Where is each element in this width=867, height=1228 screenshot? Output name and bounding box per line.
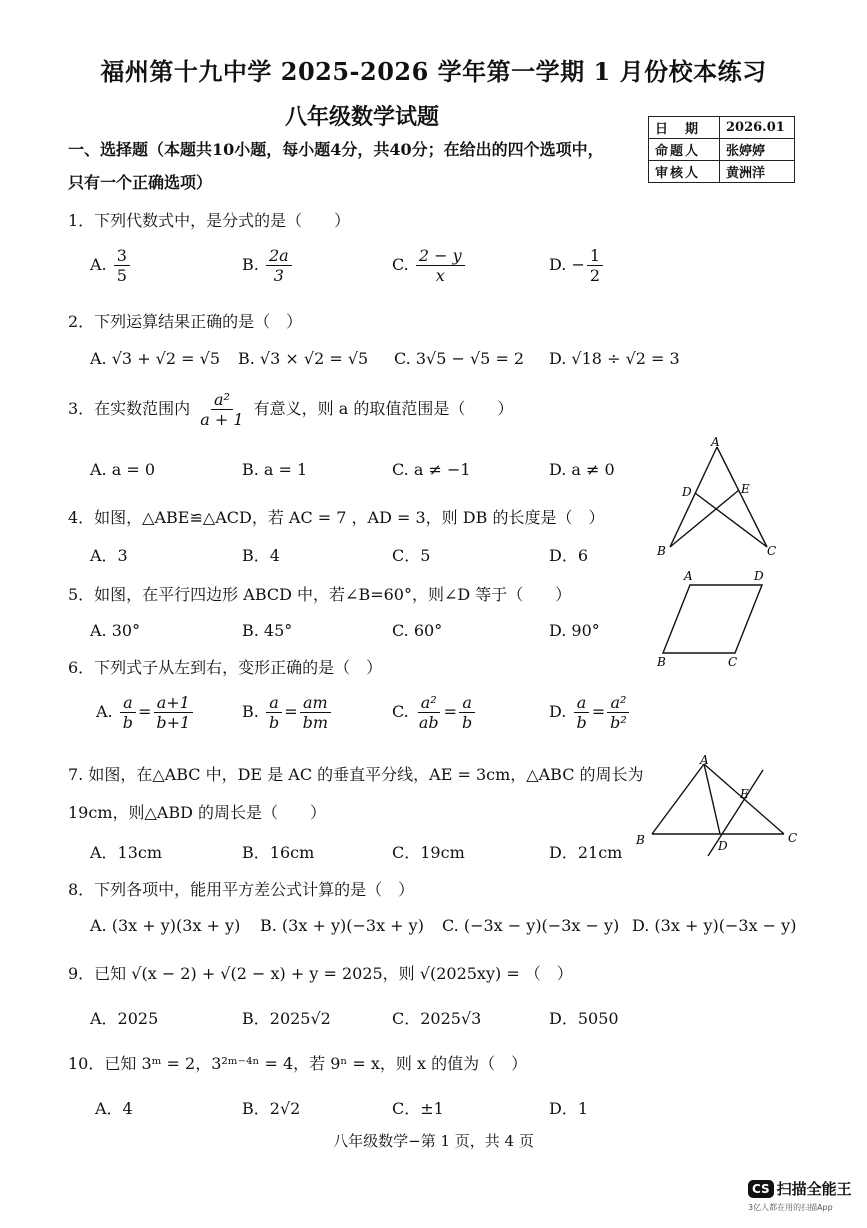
q1-option-d: D. − $\frac{1}{2}$ xyxy=(549,246,605,285)
q6-stem: 6．下列式子从左到右，变形正确的是（ ） xyxy=(68,658,383,677)
label-c: C xyxy=(767,544,777,558)
q1-option-b: B. $\frac{2a}{3}$ xyxy=(242,246,294,285)
q9-stem: 9．已知 √(x − 2) + √(2 − x) + y = 2025，则 √(2025xy) = （ ） xyxy=(68,964,573,983)
q2-option-b: B. √3 × √2 = √5 xyxy=(238,349,369,368)
q4-option-a: A．3 xyxy=(90,546,128,565)
watermark-tagline: 3亿人都在用的扫描App xyxy=(748,1203,833,1212)
q3-option-c: C. a ≠ −1 xyxy=(392,460,471,479)
q10-option-d: D．1 xyxy=(549,1099,589,1118)
scanner-watermark xyxy=(748,1178,852,1212)
figure-q4 xyxy=(655,435,785,560)
figure-q5 xyxy=(652,565,777,670)
q10-option-c: C．±1 xyxy=(392,1099,444,1118)
info-key: 命题人 xyxy=(649,139,720,161)
info-row-author xyxy=(649,139,795,161)
q6-option-a: A. $\frac{a}{b}$ = $\frac{a+1}{b+1}$ xyxy=(96,693,195,732)
info-row-reviewer xyxy=(649,161,795,183)
q9-option-a: A．2025 xyxy=(90,1009,159,1028)
label-e: E xyxy=(740,787,749,801)
q9-option-c: C．2025√3 xyxy=(392,1009,482,1028)
segment-ab xyxy=(670,447,717,547)
label-a: A xyxy=(684,569,693,583)
label-a: A xyxy=(711,435,720,449)
q6-option-d: D. $\frac{a}{b}$ = $\frac{\text{a²}}{\text{b²}}$ xyxy=(549,693,632,732)
q1-option-c: C. $\frac{2 - y}{x}$ xyxy=(392,246,467,285)
q5-option-c: C. 60° xyxy=(392,621,443,640)
q1-stem: 1．下列代数式中，是分式的是（ ） xyxy=(68,211,351,230)
watermark-name: 扫描全能王 xyxy=(776,1180,852,1198)
section-heading-line2: 只有一个正确选项） xyxy=(68,173,213,192)
label-a: A xyxy=(700,753,709,767)
q8-option-d: D. (3x + y)(−3x − y) xyxy=(632,916,797,935)
info-value: 张婷婷 xyxy=(720,139,795,161)
q2-option-a: A. √3 + √2 = √5 xyxy=(90,349,221,368)
q8-option-c: C. (−3x − y)(−3x − y) xyxy=(442,916,620,935)
q7-option-b: B．16cm xyxy=(242,843,315,862)
q3-stem: 3．在实数范围内 $\frac{\text{a²}}{a + 1}$ 有意义，则 a 的取值范围是（ ） xyxy=(68,390,514,430)
info-key: 审核人 xyxy=(649,161,720,183)
segment-cd xyxy=(695,493,767,547)
segment-ac xyxy=(717,447,767,547)
q7-option-c: C．19cm xyxy=(392,843,465,862)
label-b: B xyxy=(657,655,666,669)
parallelogram xyxy=(663,585,762,653)
perpendicular-bisector xyxy=(708,770,763,856)
q4-option-b: B．4 xyxy=(242,546,280,565)
q5-option-d: D. 90° xyxy=(549,621,600,640)
exam-subtitle: 八年级数学试题 xyxy=(285,104,440,130)
q3-option-a: A. a = 0 xyxy=(90,460,156,479)
q8-option-b: B. (3x + y)(−3x + y) xyxy=(260,916,424,935)
label-b: B xyxy=(657,544,666,558)
q7-stem-line2: 19cm，则△ABD 的周长是（ ） xyxy=(68,803,327,822)
q9-option-d: D．5050 xyxy=(549,1009,619,1028)
page-footer: 八年级数学−第 1 页，共 4 页 xyxy=(333,1132,534,1150)
label-d: D xyxy=(682,485,692,499)
q10-option-a: A．4 xyxy=(95,1099,133,1118)
info-table xyxy=(648,116,795,183)
q4-option-c: C．5 xyxy=(392,546,431,565)
q4-option-d: D．6 xyxy=(549,546,589,565)
info-value: 黄洲洋 xyxy=(720,161,795,183)
exam-title: 福州第十九中学 2025-2026 学年第一学期 1 月份校本练习 xyxy=(100,57,767,86)
q9-option-b: B．2025√2 xyxy=(242,1009,331,1028)
label-c: C xyxy=(788,831,798,845)
label-e: E xyxy=(741,482,750,496)
section-heading-line1: 一、选择题（本题共10小题，每小题4分，共40分；在给出的四个选项中， xyxy=(68,140,604,159)
label-d: D xyxy=(718,839,728,853)
q10-option-b: B．2√2 xyxy=(242,1099,301,1118)
q6-option-c: C. $\frac{\text{a²}}{ab}$ = $\frac{a}{b}$ xyxy=(392,693,477,732)
q2-option-c: C. 3√5 − √5 = 2 xyxy=(394,349,525,368)
figure-q7 xyxy=(632,752,807,860)
q8-stem: 8．下列各项中，能用平方差公式计算的是（ ） xyxy=(68,880,415,899)
q4-stem: 4．如图，△ABE≌△ACD，若 AC = 7 ，AD = 3，则 DB 的长度是（ ） xyxy=(68,508,605,527)
q5-option-b: B. 45° xyxy=(242,621,293,640)
label-d: D xyxy=(754,569,764,583)
info-key: 日 期 xyxy=(649,117,720,139)
q3-option-d: D. a ≠ 0 xyxy=(549,460,615,479)
q7-stem-line1: 7. 如图，在△ABC 中，DE 是 AC 的垂直平分线，AE = 3cm，△ABC 的周长为 xyxy=(68,765,644,784)
q1-option-a: A. $\frac{3}{5}$ xyxy=(90,246,132,285)
q7-option-d: D．21cm xyxy=(549,843,623,862)
segment-ad xyxy=(704,764,720,834)
q2-option-d: D. √18 ÷ √2 = 3 xyxy=(549,349,680,368)
q5-stem: 5．如图，在平行四边形 ABCD 中，若∠B=60°，则∠D 等于（ ） xyxy=(68,585,572,604)
label-b: B xyxy=(636,833,645,847)
info-row-date xyxy=(649,117,795,139)
q10-stem: 10．已知 3ᵐ = 2，3²ᵐ⁻⁴ⁿ = 4，若 9ⁿ = x，则 x 的值为（ ） xyxy=(68,1054,528,1073)
q2-stem: 2．下列运算结果正确的是（ ） xyxy=(68,312,303,331)
segment-ab xyxy=(652,764,704,834)
q7-option-a: A．13cm xyxy=(90,843,163,862)
label-c: C xyxy=(728,655,738,669)
camscanner-logo-icon: CS xyxy=(748,1180,774,1198)
q3-option-b: B. a = 1 xyxy=(242,460,308,479)
q5-option-a: A. 30° xyxy=(90,621,141,640)
info-value: 2026.01 xyxy=(720,117,795,139)
q8-option-a: A. (3x + y)(3x + y) xyxy=(90,916,241,935)
q6-option-b: B. $\frac{a}{b}$ = $\frac{am}{bm}$ xyxy=(242,693,333,732)
